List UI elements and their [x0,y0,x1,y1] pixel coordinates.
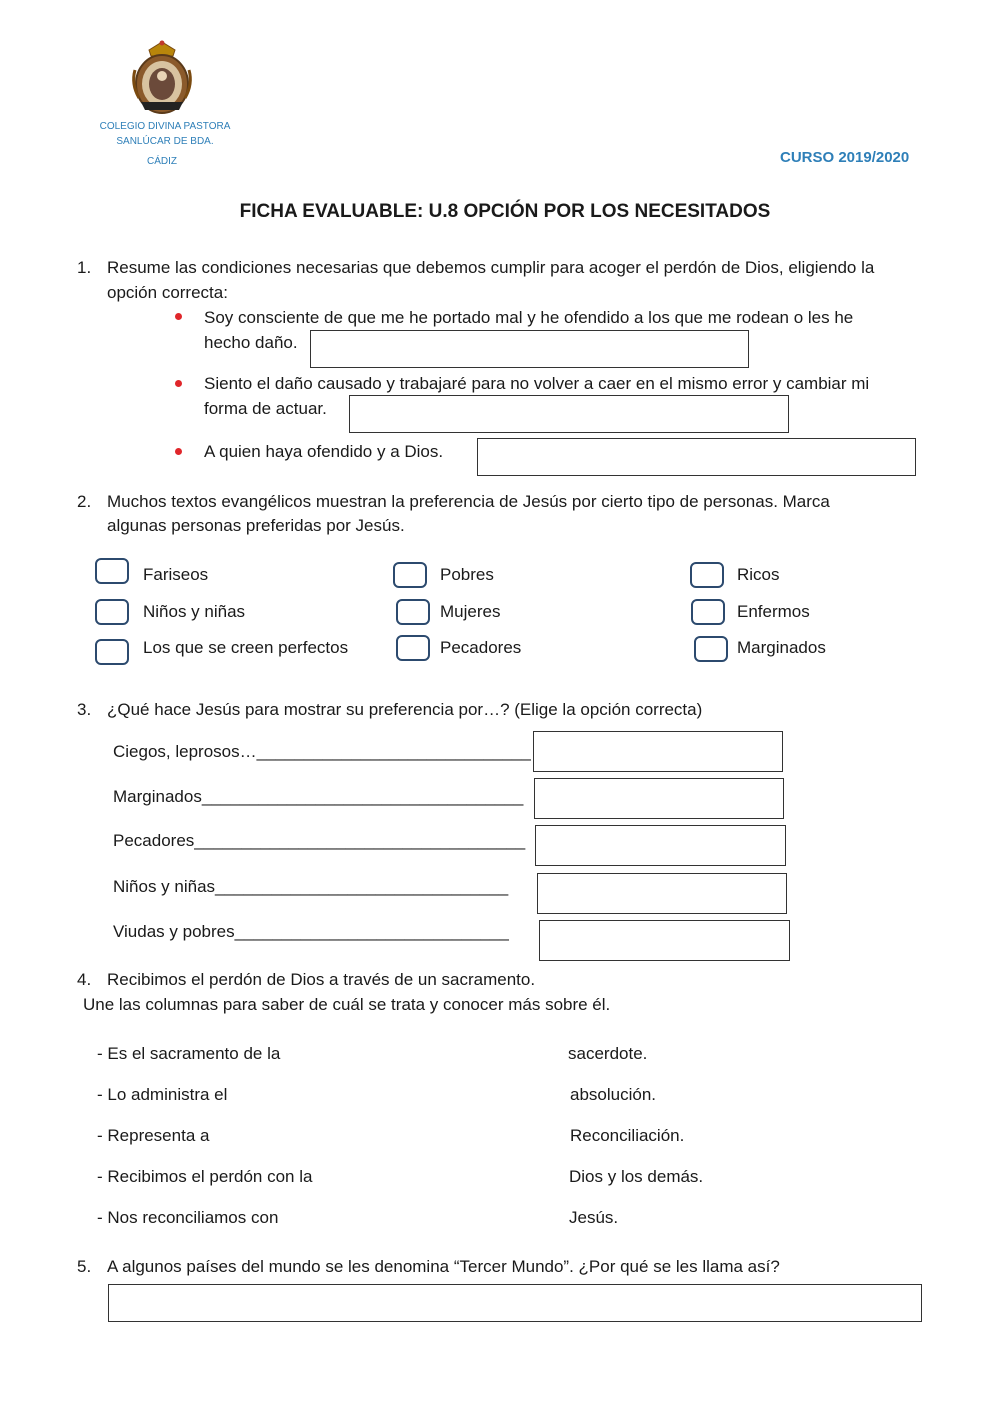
option-fariseos: Fariseos [143,565,209,584]
option-pecadores: Pecadores [440,638,522,657]
q3-number: 3. [77,700,92,719]
q4-left-3: - Representa a [97,1126,210,1145]
option-mujeres: Mujeres [440,602,501,621]
q3-answer-box-2[interactable] [534,778,784,819]
option-ninos: Niños y niñas [143,602,246,621]
q1-bullet-1 [175,313,182,320]
q1-option-2-line2: forma de actuar. [204,399,327,418]
q1-option-1-line1: Soy consciente de que me he portado mal y he ofendido a los que me rodean o les he [204,308,854,327]
q1-option-3: A quien haya ofendido y a Dios. [204,442,444,461]
page-title: FICHA EVALUABLE: U.8 OPCIÓN POR LOS NECESITADOS [239,201,771,222]
q1-text-line2: opción correcta: [107,283,228,302]
q4-left-1: - Es el sacramento de la [97,1044,281,1063]
q4-left-5: - Nos reconciliamos con [97,1208,279,1227]
q3-row-pecadores: Pecadores___________________________________ [113,831,526,850]
q1-number: 1. [77,258,92,277]
option-enfermos: Enfermos [737,602,810,621]
q1-answer-box-3[interactable] [477,438,916,476]
option-marginados: Marginados [737,638,826,657]
q4-right-2: absolución. [570,1085,657,1104]
q4-left-2: - Lo administra el [97,1085,228,1104]
q4-right-4: Dios y los demás. [569,1167,704,1186]
q5-text: A algunos países del mundo se les denomina “Tercer Mundo”. ¿Por qué se les llama así? [107,1257,780,1276]
q2-text-line1: Muchos textos evangélicos muestran la preferencia de Jesús por cierto tipo de personas. Marca [107,492,830,511]
school-name-line1: COLEGIO DIVINA PASTORA [99,121,231,132]
option-perfectos: Los que se creen perfectos [143,638,349,657]
q1-option-2-line1: Siento el daño causado y trabajaré para no volver a caer en el mismo error y cambiar mi [204,374,870,393]
q3-row-ninos: Niños y niñas_______________________________ [113,877,509,896]
checkbox-ricos[interactable] [690,562,724,588]
q4-right-5: Jesús. [569,1208,619,1227]
q3-text: ¿Qué hace Jesús para mostrar su preferencia por…? (Elige la opción correcta) [107,700,703,719]
q2-number: 2. [77,492,92,511]
q2-text-line2: algunas personas preferidas por Jesús. [107,516,405,535]
checkbox-ninos[interactable] [95,599,129,625]
checkbox-mujeres[interactable] [396,599,430,625]
q4-right-1: sacerdote. [568,1044,648,1063]
school-crest-icon [127,40,197,115]
option-ricos: Ricos [737,565,780,584]
checkbox-perfectos[interactable] [95,639,129,665]
q1-bullet-2 [175,380,182,387]
q4-left-4: - Recibimos el perdón con la [97,1167,313,1186]
school-crest [127,40,197,115]
checkbox-enfermos[interactable] [691,599,725,625]
q4-number: 4. [77,970,92,989]
checkbox-marginados[interactable] [694,636,728,662]
q1-answer-box-1[interactable] [310,330,749,368]
q3-row-ciegos: Ciegos, leprosos…_____________________________ [113,742,531,761]
q3-answer-box-4[interactable] [537,873,787,914]
q3-row-marginados: Marginados__________________________________ [113,787,524,806]
q1-option-1-line2: hecho daño. [204,333,298,352]
q4-right-3: Reconciliación. [570,1126,685,1145]
q3-answer-box-1[interactable] [533,731,783,772]
q1-answer-box-2[interactable] [349,395,789,433]
checkbox-pobres[interactable] [393,562,427,588]
course-label: CURSO 2019/2020 [780,149,910,166]
school-name-line2: SANLÚCAR DE BDA. [116,136,214,147]
q5-number: 5. [77,1257,92,1276]
checkbox-pecadores[interactable] [396,635,430,661]
q1-bullet-3 [175,448,182,455]
q5-answer-box[interactable] [108,1284,922,1322]
checkbox-fariseos[interactable] [95,558,129,584]
q4-text-line2: Une las columnas para saber de cuál se trata y conocer más sobre él. [83,995,611,1014]
school-name-line3: CÁDIZ [147,156,177,167]
option-pobres: Pobres [440,565,494,584]
q1-text-line1: Resume las condiciones necesarias que debemos cumplir para acoger el perdón de Dios, eligiendo la [107,258,875,277]
q3-answer-box-5[interactable] [539,920,790,961]
q4-text-line1: Recibimos el perdón de Dios a través de un sacramento. [107,970,536,989]
q3-row-viudas: Viudas y pobres_____________________________ [113,922,509,941]
q3-answer-box-3[interactable] [535,825,786,866]
